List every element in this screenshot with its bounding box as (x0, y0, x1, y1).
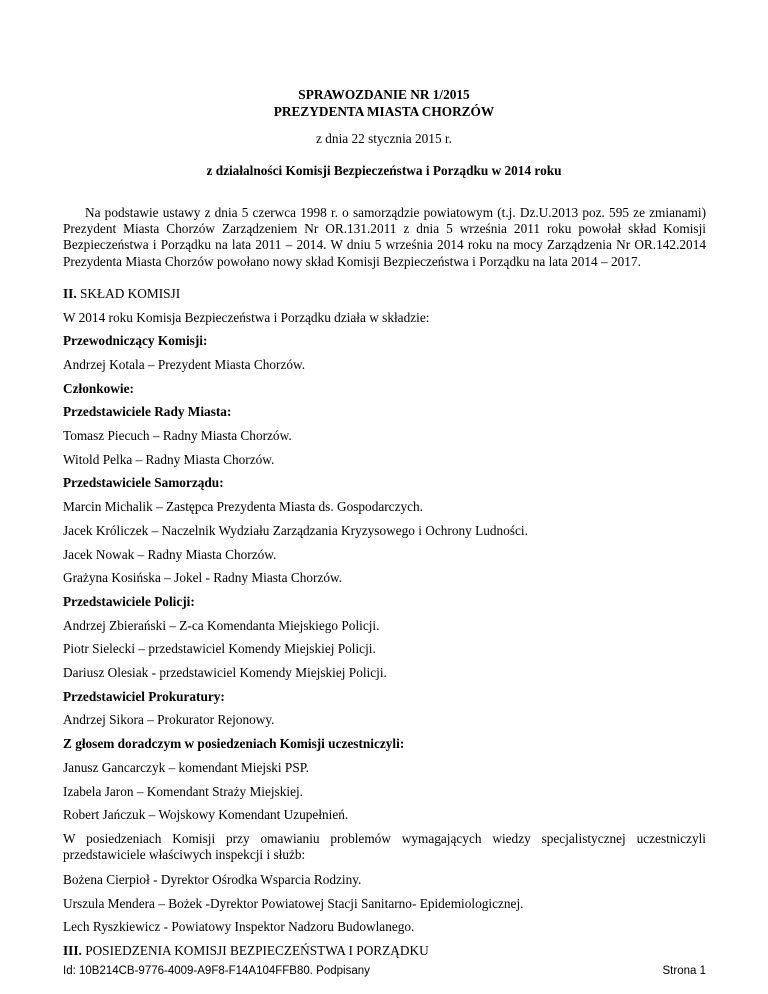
police-heading: Przedstawiciele Policji: (63, 594, 195, 609)
report-subtitle: z działalności Komisji Bezpieczeństwa i Porządku w 2014 roku (206, 163, 562, 178)
specialists-lead: W posiedzeniach Komisji przy omawianiu problemów wymagających wiedzy specjalistycznej uczestniczyli przedstawiciele właściwych inspekcji i służb: (63, 831, 706, 863)
prosecutor-heading: Przedstawiciel Prokuratury: (63, 689, 225, 704)
list-item: Marcin Michalik – Zastępca Prezydenta Miasta ds. Gospodarczych. (63, 499, 424, 514)
section-2-title: SKŁAD KOMISJI (80, 286, 181, 301)
list-item: Robert Jańczuk – Wojskowy Komendant Uzupełnień. (63, 807, 349, 822)
list-item: Witold Pelka – Radny Miasta Chorzów. (63, 452, 275, 467)
section-2-number: II. (63, 286, 77, 301)
list-item: Bożena Cierpioł - Dyrektor Ośrodka Wsparcia Rodziny. (63, 872, 362, 887)
report-title: SPRAWOZDANIE NR 1/2015 (298, 87, 470, 102)
chair-entry: Andrzej Kotala – Prezydent Miasta Chorzów. (63, 357, 306, 372)
section-3-heading (63, 943, 706, 959)
section-3-number: III. (63, 943, 82, 958)
list-item: Grażyna Kosińska – Jokel - Radny Miasta Chorzów. (63, 570, 343, 585)
list-item: Jacek Króliczek – Naczelnik Wydziału Zarządzania Kryzysowego i Ochrony Ludności. (63, 523, 528, 538)
intro-paragraph: Na podstawie ustawy z dnia 5 czerwca 1998 r. o samorządzie powiatowym (t.j. Dz.U.2013 poz. 595 ze zmianami) Prezydent Miasta Chorzów Zarządzeniem Nr OR.131.2011 z dnia 5 września 2011 roku powołał skład Komisji Bezpieczeństwa i Porządku na lata 2011 – 2014. W dniu 5 września 2014 roku na mocy Zarządzenia Nr OR.142.2014 Prezydenta Miasta Chorzów powołano nowy skład Komisji Bezpieczeństwa i Porządku na lata 2014 – 2017. (63, 205, 706, 269)
report-author: PREZYDENTA MIASTA CHORZÓW (273, 104, 495, 119)
council-heading: Przedstawiciele Rady Miasta: (63, 404, 232, 419)
list-item: Jacek Nowak – Radny Miasta Chorzów. (63, 547, 277, 562)
list-item: Lech Ryszkiewicz - Powiatowy Inspektor Nadzoru Budowlanego. (63, 919, 415, 934)
list-item: Izabela Jaron – Komendant Straży Miejskiej. (63, 784, 304, 799)
page-number: Strona 1 (662, 965, 706, 977)
page-footer (63, 963, 706, 979)
list-item: Dariusz Olesiak - przedstawiciel Komendy Miejskiej Policji. (63, 665, 387, 680)
list-item: Urszula Mendera – Bożek -Dyrektor Powiatowej Stacji Sanitarno- Epidemiologicznej. (63, 896, 524, 911)
members-heading: Członkowie: (63, 381, 134, 396)
list-item: Tomasz Piecuch – Radny Miasta Chorzów. (63, 428, 292, 443)
chair-heading: Przewodniczący Komisji: (63, 333, 208, 348)
gov-heading: Przedstawiciele Samorządu: (63, 475, 224, 490)
list-item: Andrzej Sikora – Prokurator Rejonowy. (63, 712, 275, 727)
list-item: Piotr Sielecki – przedstawiciel Komendy Miejskiej Policji. (63, 641, 376, 656)
report-date: z dnia 22 stycznia 2015 r. (316, 131, 452, 146)
composition-lead: W 2014 roku Komisja Bezpieczeństwa i Porządku działa w składzie: (63, 310, 430, 325)
advisory-heading: Z głosem doradczym w posiedzeniach Komisji uczestniczyli: (63, 736, 405, 751)
section-3-title: POSIEDZENIA KOMISJI BEZPIECZEŃSTWA I PORZĄDKU (85, 943, 429, 958)
document-id: Id: 10B214CB-9776-4009-A9F8-F14A104FFB80. Podpisany (63, 965, 370, 977)
list-item: Andrzej Zbierański – Z-ca Komendanta Miejskiego Policji. (63, 618, 380, 633)
section-2-heading (63, 286, 706, 302)
list-item: Janusz Gancarczyk – komendant Miejski PSP. (63, 760, 309, 775)
